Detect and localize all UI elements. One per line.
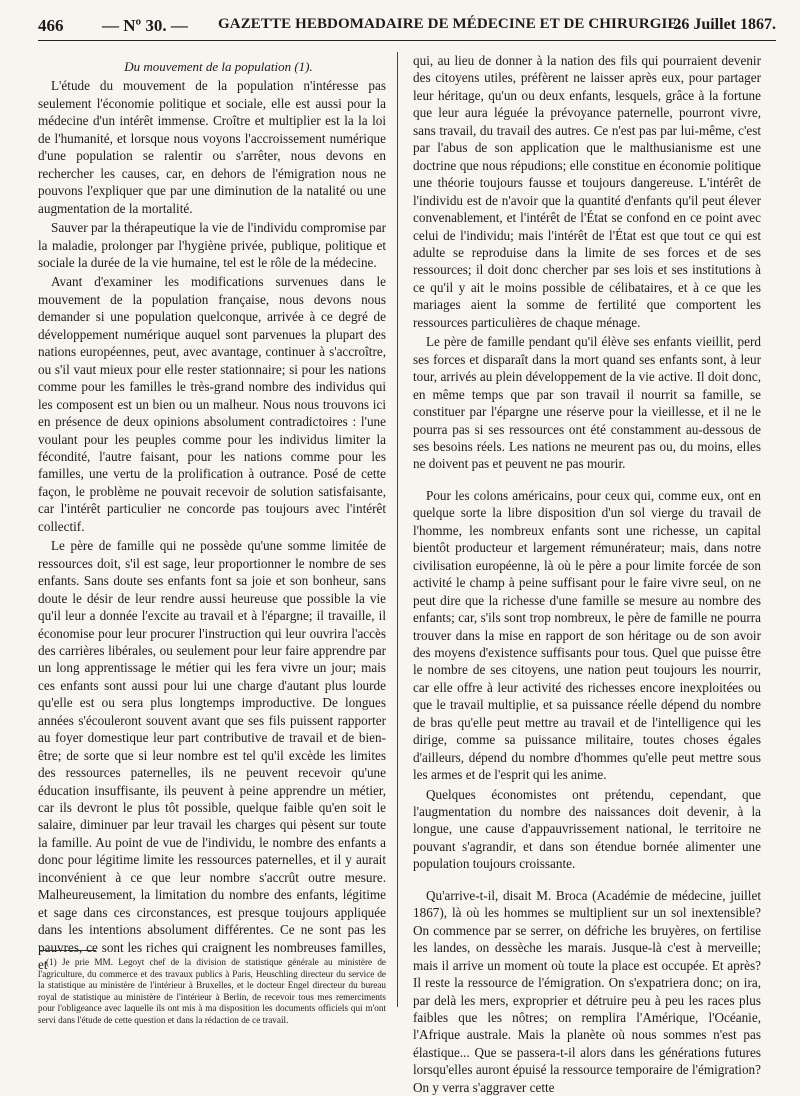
footnote-rule: [40, 950, 96, 951]
column-divider: [397, 52, 398, 1007]
paragraph: L'étude du mouvement de la population n'intéresse pas seulement l'économie politique et sociale, elle est aussi pour la médecine d'un intérêt immense. Croître et multiplier est la la loi de l'humanité, et lorsque nous voyons l'accroissement numérique d'une population se ralentir ou s'arrêter, nous devons en rechercher les causes, car, en dehors de l'émigration nous ne pouvons l'expliquer que par une diminution de la natalité ou une augmentation de la mortalité.: [38, 78, 386, 216]
footnote: [38, 957, 386, 1027]
paragraph: qui, au lieu de donner à la nation des fils qui pourraient devenir des citoyens utiles, préfèrent ne laisser après eux, pour partager leur héritage, qu'un ou deux enfants, lesquels, grâce à la fortune que leur aura léguée la prévoyance paternelle, pourront vivre, sans travail, du travail des autres. Ce n'est pas par lui-même, c'est par l'abus de son application que le malthusianisme est une doctrine que nous répudions; elle constitue en économie politique une théorie toujours fausse et toujours dangereuse. L'intérêt de l'individu est de n'avoir que la quantité d'enfants qu'il peut élever convenablement, et l'intérêt de l'État se confond en ce point avec celui de l'individu; mais l'intérêt de l'État est que tout ce qui est adulte se reproduise dans la limite de ses forces et de ses ressources; il doit donc chercher par ses lois et ses institutions à ce qu'il y ait le moins possible de célibataires, et à ce que les mariages aient la somme de fertilité que comportent les ressources particulières de chaque ménage.: [413, 53, 761, 330]
paragraph: Pour les colons américains, pour ceux qui, comme eux, ont en quelque sorte la libre disposition d'un sol vierge du travail de l'homme, les nombreux enfants sont une richesse, un capital bientôt producteur et largement rémunérateur; mais, dans notre civilisation européenne, là où le père a pour limite forcée de son activité le champ à peine suffisant pour le faire vivre seul, on ne peut dire que la richesse d'une famille se mesure au nombre des enfants; car, s'ils sont trop nombreux, le père de famille ne pourra trouver dans la mise en rapport de son héritage ou de son avoir des moyens d'existence suffisants pour tous. Quel que puisse être le nombre de ses citoyens, une nation peut toujours les nourrir, car elle offre à leur activité des richesses encore inexploitées ou que le travail multiplie, et sa puissance réelle dépend du nombre de bras qu'elle peut mettre au travail et de l'intelligence qui les dirige, comme sa puissance militaire, toutes choses égales d'ailleurs, dépend du nombre d'hommes qu'elle peut mettre sous les armes et de l'esprit qui les anime.: [413, 487, 761, 783]
paragraph: Avant d'examiner les modifications survenues dans le mouvement de la population française, nous devons nous demander si une population quelconque, arrivée à ce degré de développement numérique auquel sont parvenues la plupart des nations européennes, peut, avec avantage, continuer à s'accroître, ou s'il vaut mieux pour elle rester stationnaire; si pour les nations comme pour les familles le très-grand nombre des individus qui les composent est un bien ou un malheur. Nous nous trouvons ici en présence de deux opinions absolument contradictoires : l'une voulant pour les peuples comme pour les individus limiter la fécondité, l'autre faisant, pour les nations comme pour les familles, une vertu de la prolification à outrance. Posé de cette façon, le problème ne pouvait recevoir de solution satisfaisante, car l'intérêt particulier ne concorde pas toujours avec l'intérêt collectif.: [38, 274, 386, 534]
left-column: [38, 58, 386, 974]
paragraph: Sauver par la thérapeutique la vie de l'individu compromise par la maladie, prolonger par l'hygiène privée, publique, politique et sociale la durée de la vie humaine, tel est le rôle de la médecine.: [38, 220, 386, 270]
right-column: [413, 52, 761, 1096]
paragraph: Le père de famille qui ne possède qu'une somme limitée de ressources doit, s'il est sage, leur proportionner le nombre de ses enfants. Sans doute ses enfants font sa joie et son bonheur, sans doute le désir de leur rendre aussi heureuse que possible la vie qu'il leur a donnée l'excite au travail et à l'épargne; il travaille, il économise pour leur procurer l'instruction qui leur ouvrira l'accès des carrières libérales, ou seulement pour leur faire apprendre par un long apprentissage le métier qui les fera vivre un jour; mais ces enfants sont aussi pour lui une charge d'autant plus lourde qu'elle est ou sera plus longtemps improductive. De longues années s'écouleront souvent avant que ses fils puissent rapporter au foyer domestique leur part contributive de travail et de bien-être; de sorte que si leur nombre est tel qu'il excède les limites des ressources paternelles, ils ne peuvent recevoir qu'une éducation insuffisante, ils peuvent à peine apprendre un métier, car ils devront le plus tôt possible, quelque faible qu'en soit le salaire, diminuer par leur travail les charges qui pèsent sur toute la famille. Au point de vue de l'individu, le nombre des enfants a donc pour légitime limite les ressources paternelles, et il y aurait inconvénient à ce que leur nombre s'accrût outre mesure. Malheureusement, la limitation du nombre des enfants, légitime et sage dans ces circonstances, est presque toujours appliquée dans les intentions absolument différentes. Ce ne sont pas les pauvres, ce sont les riches qui craignent les nombreuses familles, et: [38, 538, 386, 973]
paragraph: Le père de famille pendant qu'il élève ses enfants vieillit, perd ses forces et disparaît dans la mort quand ses enfants sont, à leur tour, arrivés au plein développement de la vie active. Il doit donc, en même temps que par son travail il nourrit sa famille, se constituer par l'épargne une réserve pour la vieillesse, et il ne le pourra pas si ses ressources ont été constamment au-dessous de ses besoins réels. Les nations ne meurent pas ou, du moins, elles ne doivent pas et peuvent ne pas mourir.: [413, 334, 761, 472]
paragraph: Quelques économistes ont prétendu, cependant, que l'augmentation du nombre des naissances doit devenir, à la longue, une cause d'appauvrissement national, le territoire ne pouvant s'agrandir, et dans son étendue bornée alimenter une population toujours croissante.: [413, 786, 761, 872]
issue-number: — Nº 30. —: [102, 16, 188, 35]
issue-date: 26 Juillet 1867.: [673, 16, 776, 33]
header-rule: [38, 40, 776, 41]
paragraph: Qu'arrive-t-il, disait M. Broca (Académie de médecine, juillet 1867), là où les hommes se multiplient sur un sol inextensible? On commence par se serrer, on défriche les bruyères, on fertilise les landes, on dessèche les marais. Jusque-là c'est à merveille; mais il arrive un moment où toute la place est occupée. Et après? Il reste la ressource de l'émigration. On s'expatriera donc; on ira, par delà les mers, exproprier et détruire peu à peu les races plus faibles que les nôtres; on remplira l'Amérique, l'Océanie, l'Afrique australe. Mais la planète où nous sommes n'est pas élastique... Que se passera-t-il alors dans les générations futures lorsqu'elles auront épuisé la ressource temporaire de l'émigration? On y verra s'aggraver cette: [413, 887, 761, 1095]
article-title: Du mouvement de la population (1).: [124, 59, 313, 74]
journal-title: GAZETTE HEBDOMADAIRE DE MÉDECINE ET DE CHIRURGIE.: [218, 16, 682, 32]
footnote-text: (1) Je prie MM. Legoyt chef de la division de statistique générale au ministère de l'agriculture, du commerce et des travaux publics à Paris, Heuschling directeur du service de la statistique au ministère de l'intérieur à Bruxelles, et le docteur Engel directeur du bureau royal de statistique au ministère de l'intérieur à Berlin, de recevoir tous mes remerciments pour l'obligeance avec laquelle ils ont mis à ma disposition les documents officiels qui m'ont servi dans l'étude de cette question et dans la rédaction de ce travail.: [38, 957, 386, 1025]
page-number: 466: [38, 16, 64, 35]
page-header: [38, 14, 776, 38]
